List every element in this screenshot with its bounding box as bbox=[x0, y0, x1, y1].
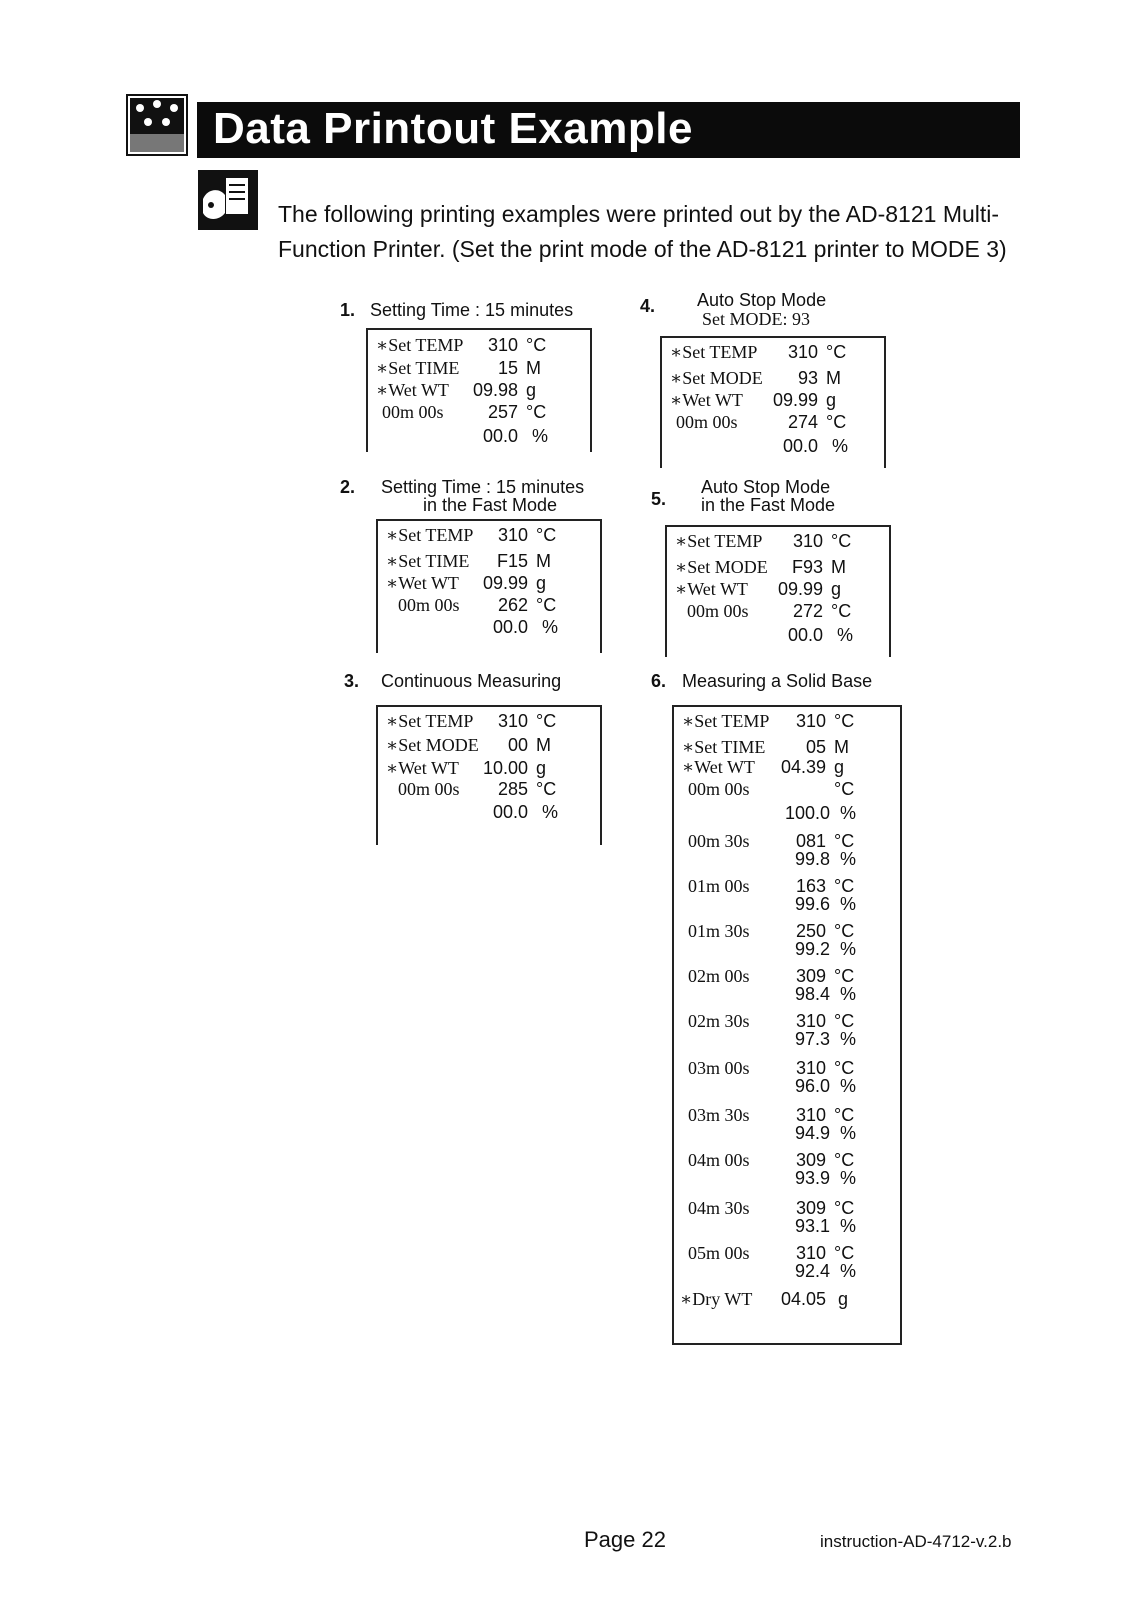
row-unit: °C bbox=[834, 1011, 855, 1031]
row-unit: M bbox=[536, 551, 551, 571]
row-label: 02m 30s bbox=[688, 1011, 750, 1031]
row-label: ∗Set TEMP bbox=[675, 531, 763, 551]
row-value: 00.0 bbox=[787, 625, 823, 645]
row-value: 93 bbox=[797, 368, 818, 388]
row-value: 310 bbox=[795, 711, 826, 731]
row-unit: °C bbox=[834, 1243, 855, 1263]
row-value: 97.3 bbox=[794, 1029, 830, 1049]
example-2-number: 2. bbox=[340, 477, 356, 497]
row-label: ∗Set TIME bbox=[376, 358, 460, 378]
document-id: instruction-AD-4712-v.2.b bbox=[820, 1532, 1012, 1551]
row-unit: M bbox=[526, 358, 541, 378]
example-6-caption: Measuring a Solid Base bbox=[682, 671, 873, 691]
row-unit: g bbox=[526, 380, 537, 400]
row-value: 310 bbox=[497, 525, 528, 545]
row-unit: % bbox=[837, 625, 854, 645]
row-unit: % bbox=[840, 1261, 857, 1281]
row-unit: % bbox=[840, 849, 857, 869]
example-4-number: 4. bbox=[640, 296, 656, 316]
row-value: 09.99 bbox=[772, 390, 818, 410]
row-value: 10.00 bbox=[482, 758, 528, 778]
row-unit: g bbox=[536, 758, 547, 778]
row-value: 309 bbox=[795, 1198, 826, 1218]
row-unit: g bbox=[838, 1289, 849, 1309]
row-value: 05 bbox=[805, 737, 826, 757]
row-unit: % bbox=[840, 984, 857, 1004]
row-unit: % bbox=[840, 1123, 857, 1143]
row-unit: °C bbox=[834, 966, 855, 986]
row-unit: % bbox=[840, 803, 857, 823]
row-value: 257 bbox=[487, 402, 518, 422]
row-label: ∗Set TEMP bbox=[670, 342, 758, 362]
row-value: 100.0 bbox=[784, 803, 830, 823]
example-4-printout bbox=[660, 336, 886, 468]
row-label: ∗Wet WT bbox=[376, 380, 449, 400]
row-label: ∗Wet WT bbox=[386, 573, 459, 593]
row-unit: °C bbox=[834, 779, 855, 799]
row-unit: °C bbox=[526, 335, 547, 355]
row-label: ∗Set TEMP bbox=[682, 711, 770, 731]
row-value: 081 bbox=[795, 831, 826, 851]
row-unit: °C bbox=[536, 595, 557, 615]
row-unit: g bbox=[536, 573, 547, 593]
row-unit: M bbox=[826, 368, 841, 388]
row-value: 310 bbox=[795, 1243, 826, 1263]
row-unit: °C bbox=[526, 402, 547, 422]
row-unit: °C bbox=[826, 412, 847, 432]
row-value: 04.39 bbox=[780, 757, 826, 777]
row-label: 00m 00s bbox=[688, 779, 750, 799]
row-value: 93.1 bbox=[794, 1216, 830, 1236]
row-value: 163 bbox=[795, 876, 826, 896]
row-label: ∗Wet WT bbox=[386, 758, 459, 778]
row-value: 09.99 bbox=[482, 573, 528, 593]
row-value: 309 bbox=[795, 966, 826, 986]
row-value: 94.9 bbox=[794, 1123, 830, 1143]
row-unit: M bbox=[831, 557, 846, 577]
row-value: 272 bbox=[792, 601, 823, 621]
row-value: 04.05 bbox=[780, 1289, 826, 1309]
row-unit: °C bbox=[826, 342, 847, 362]
row-label: 03m 00s bbox=[688, 1058, 750, 1078]
printer-dots-icon bbox=[126, 94, 188, 156]
example-5-printout bbox=[665, 525, 891, 657]
row-unit: % bbox=[840, 1216, 857, 1236]
example-1-printout bbox=[366, 328, 592, 452]
row-value: 09.99 bbox=[777, 579, 823, 599]
row-value: 310 bbox=[497, 711, 528, 731]
example-3-caption: Continuous Measuring bbox=[381, 671, 562, 691]
example-5-caption: Auto Stop Mode bbox=[701, 477, 831, 497]
row-label: ∗Set MODE bbox=[386, 735, 479, 755]
row-label: ∗Set TIME bbox=[682, 737, 766, 757]
row-value: 00.0 bbox=[492, 802, 528, 822]
example-6-number: 6. bbox=[651, 671, 667, 691]
row-unit: °C bbox=[536, 779, 557, 799]
row-value: 99.8 bbox=[794, 849, 830, 869]
row-value: 15 bbox=[497, 358, 518, 378]
row-unit: °C bbox=[834, 876, 855, 896]
intro-line-2: Function Printer. (Set the print mode of the AD-8121 printer to MODE 3) bbox=[278, 236, 1007, 262]
example-5-caption-2: in the Fast Mode bbox=[701, 495, 836, 515]
row-unit: °C bbox=[834, 921, 855, 941]
row-unit: % bbox=[532, 426, 549, 446]
row-value: 310 bbox=[787, 342, 818, 362]
row-value: 310 bbox=[795, 1011, 826, 1031]
row-unit: °C bbox=[834, 1105, 855, 1125]
row-label: 04m 30s bbox=[688, 1198, 750, 1218]
row-value: 93.9 bbox=[794, 1168, 830, 1188]
row-value: 00.0 bbox=[482, 426, 518, 446]
row-value: 92.4 bbox=[794, 1261, 830, 1281]
row-label: ∗Wet WT bbox=[682, 757, 755, 777]
row-label: 00m 00s bbox=[398, 595, 460, 615]
row-unit: % bbox=[840, 1029, 857, 1049]
row-unit: % bbox=[832, 436, 849, 456]
page-number: Page 22 bbox=[584, 1527, 666, 1552]
row-unit: °C bbox=[831, 531, 852, 551]
row-value: 250 bbox=[795, 921, 826, 941]
row-value: 309 bbox=[795, 1150, 826, 1170]
row-unit: g bbox=[834, 757, 845, 777]
row-label: 05m 00s bbox=[688, 1243, 750, 1263]
example-2-caption-2: in the Fast Mode bbox=[423, 495, 558, 515]
row-label: ∗Wet WT bbox=[670, 390, 743, 410]
row-unit: % bbox=[840, 1168, 857, 1188]
row-unit: °C bbox=[536, 525, 557, 545]
example-3-number: 3. bbox=[344, 671, 360, 691]
row-label: ∗Set TIME bbox=[386, 551, 470, 571]
row-value: 285 bbox=[497, 779, 528, 799]
row-label: 00m 00s bbox=[687, 601, 749, 621]
row-label: ∗Set TEMP bbox=[376, 335, 464, 355]
row-unit: g bbox=[826, 390, 837, 410]
row-label: 00m 00s bbox=[676, 412, 738, 432]
row-value: 310 bbox=[487, 335, 518, 355]
row-unit: % bbox=[542, 617, 559, 637]
intro-line-1: The following printing examples were printed out by the AD-8121 Multi- bbox=[278, 201, 1000, 227]
row-label: 01m 30s bbox=[688, 921, 750, 941]
row-unit: M bbox=[834, 737, 849, 757]
row-label: ∗Dry WT bbox=[680, 1289, 753, 1309]
example-6-printout bbox=[672, 705, 902, 1345]
example-1-caption: Setting Time : 15 minutes bbox=[370, 300, 574, 320]
row-value: 96.0 bbox=[794, 1076, 830, 1096]
row-value: 310 bbox=[795, 1105, 826, 1125]
row-value: 00.0 bbox=[492, 617, 528, 637]
row-label: ∗Set MODE bbox=[675, 557, 768, 577]
row-label: 00m 00s bbox=[398, 779, 460, 799]
row-unit: M bbox=[536, 735, 551, 755]
example-1-number: 1. bbox=[340, 300, 356, 320]
row-value: 98.4 bbox=[794, 984, 830, 1004]
example-5-number: 5. bbox=[651, 489, 667, 509]
example-3-printout bbox=[376, 705, 602, 845]
row-unit: % bbox=[542, 802, 559, 822]
row-label: ∗Set MODE bbox=[670, 368, 763, 388]
example-4-caption-2: Set MODE: 93 bbox=[702, 309, 810, 329]
row-label: 00m 30s bbox=[688, 831, 750, 851]
example-2-caption: Setting Time : 15 minutes bbox=[381, 477, 585, 497]
row-label: ∗Set TEMP bbox=[386, 525, 474, 545]
row-value: F15 bbox=[496, 551, 528, 571]
row-unit: °C bbox=[834, 711, 855, 731]
row-unit: % bbox=[840, 1076, 857, 1096]
example-4-caption: Auto Stop Mode bbox=[697, 290, 827, 310]
row-value: 00 bbox=[507, 735, 528, 755]
row-unit: °C bbox=[831, 601, 852, 621]
row-unit: °C bbox=[536, 711, 557, 731]
row-label: 00m 00s bbox=[382, 402, 444, 422]
row-value: 310 bbox=[792, 531, 823, 551]
row-unit: % bbox=[840, 939, 857, 959]
row-value: 00.0 bbox=[782, 436, 818, 456]
row-value: 09.98 bbox=[472, 380, 518, 400]
row-label: 04m 00s bbox=[688, 1150, 750, 1170]
row-label: ∗Set TEMP bbox=[386, 711, 474, 731]
row-unit: °C bbox=[834, 1198, 855, 1218]
row-label: 03m 30s bbox=[688, 1105, 750, 1125]
row-unit: °C bbox=[834, 1150, 855, 1170]
row-unit: % bbox=[840, 894, 857, 914]
note-hand-icon bbox=[197, 169, 259, 231]
row-value: 274 bbox=[787, 412, 818, 432]
row-value: 99.6 bbox=[794, 894, 830, 914]
row-label: 02m 00s bbox=[688, 966, 750, 986]
row-value: 310 bbox=[795, 1058, 826, 1078]
row-unit: °C bbox=[834, 1058, 855, 1078]
row-unit: g bbox=[831, 579, 842, 599]
row-value: 99.2 bbox=[794, 939, 830, 959]
row-label: 01m 00s bbox=[688, 876, 750, 896]
row-unit: °C bbox=[834, 831, 855, 851]
example-2-printout bbox=[376, 519, 602, 653]
row-value: F93 bbox=[791, 557, 823, 577]
row-label: ∗Wet WT bbox=[675, 579, 748, 599]
page-title: Data Printout Example bbox=[213, 104, 693, 153]
row-value: 262 bbox=[497, 595, 528, 615]
